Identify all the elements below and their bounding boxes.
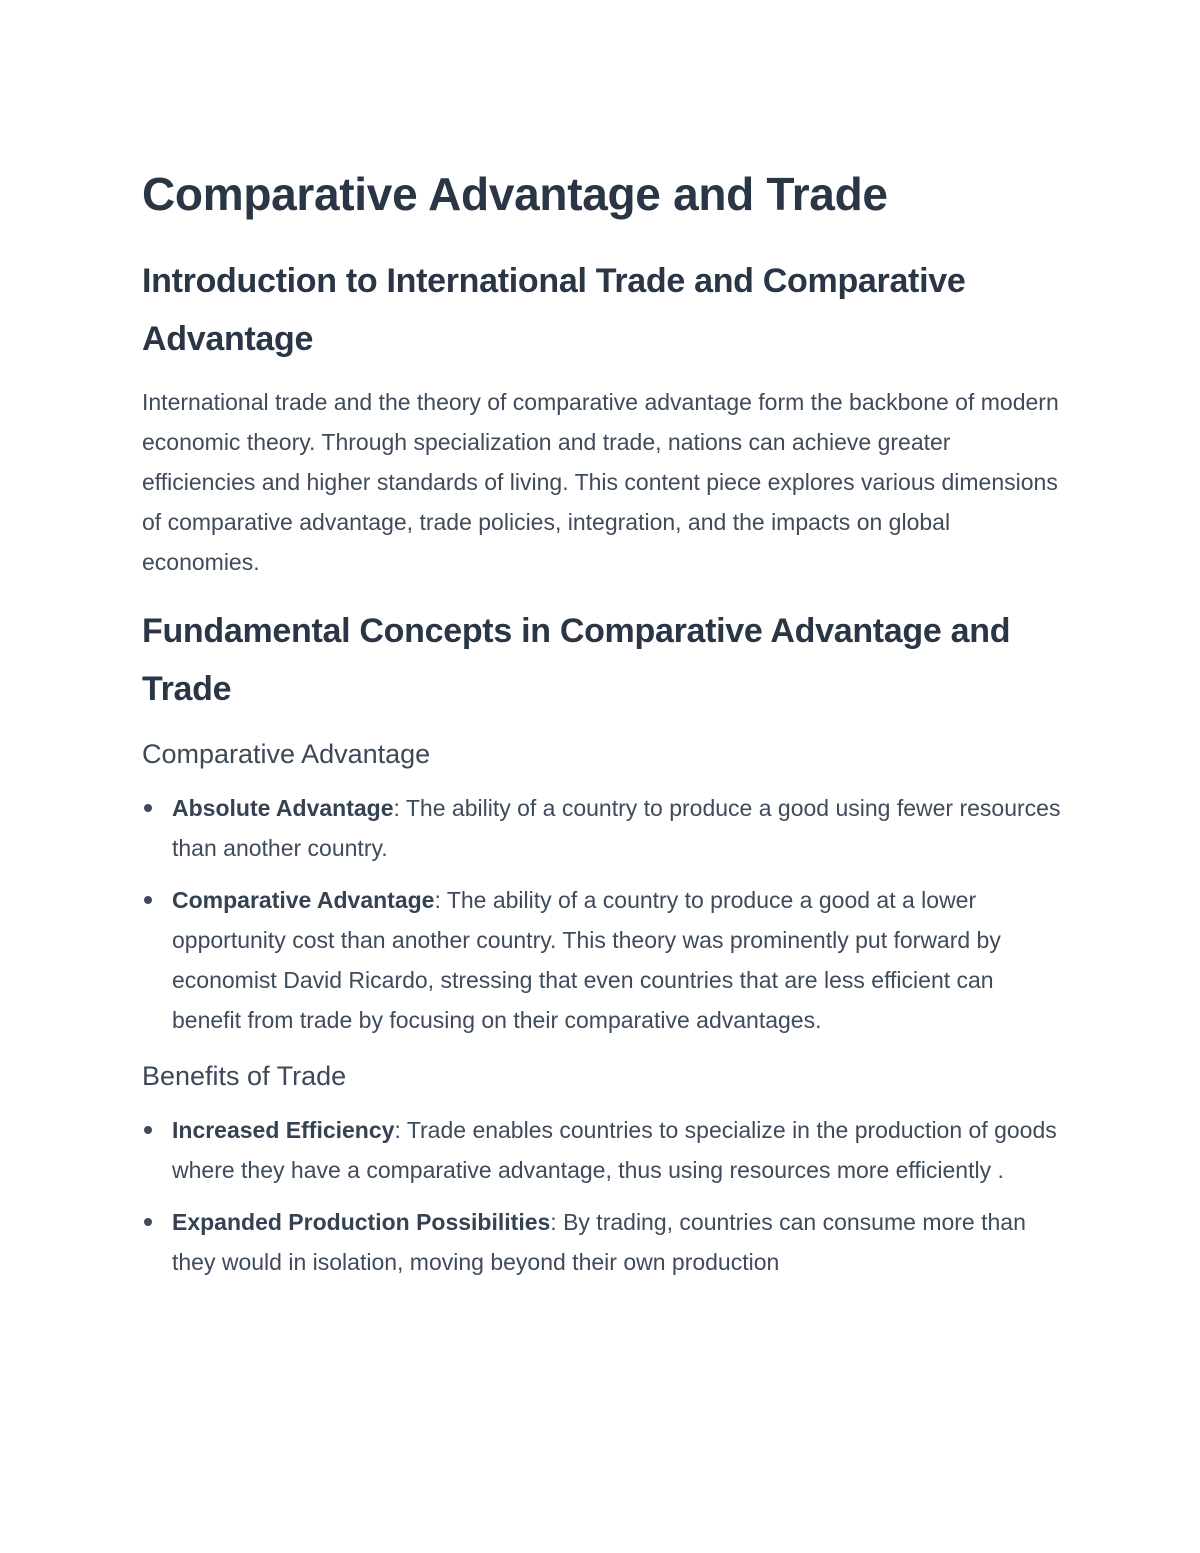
bullet-icon: [144, 1126, 152, 1134]
bullet-icon: [144, 896, 152, 904]
list-item-text: : Trade enables countries to specialize in the production of goods where they have a comparative advantage, thus using resources more efficiently .: [172, 1117, 1057, 1183]
section-heading-fundamentals: Fundamental Concepts in Comparative Advantage and Trade: [142, 612, 1011, 708]
list-item: [142, 1202, 1062, 1282]
subsection-heading-benefits: Benefits of Trade: [142, 1061, 347, 1091]
bullet-icon: [144, 1218, 152, 1226]
comparative-advantage-list: [142, 788, 1062, 1040]
intro-paragraph: International trade and the theory of comparative advantage form the backbone of modern economic theory. Through specialization and trade, nations can achieve greater efficiencies and higher standards of living. This content piece explores various dimensions of comparative advantage, trade policies, integration, and the impacts on global economies.: [142, 389, 1059, 575]
document-page: [142, 160, 1062, 1296]
list-item: [142, 1110, 1062, 1190]
list-item-term: Expanded Production Possibilities: [172, 1209, 551, 1235]
section-heading-intro: Introduction to International Trade and Comparative Advantage: [142, 262, 966, 358]
list-item-term: Absolute Advantage: [172, 795, 394, 821]
list-item-term: Increased Efficiency: [172, 1117, 395, 1143]
subsection-heading-comparative-advantage: Comparative Advantage: [142, 739, 431, 769]
list-item: [142, 880, 1062, 1040]
list-item-text: : By trading, countries can consume more than they would in isolation, moving beyond their own production: [172, 1209, 1026, 1275]
list-item-term: Comparative Advantage: [172, 887, 435, 913]
list-item-text: : The ability of a country to produce a good at a lower opportunity cost than another country. This theory was prominently put forward by economist David Ricardo, stressing that even countries that are less efficient can benefit from trade by focusing on their comparative advantages.: [172, 887, 1001, 1033]
list-item: [142, 788, 1062, 868]
bullet-icon: [144, 804, 152, 812]
list-item-text: : The ability of a country to produce a good using fewer resources than another country.: [172, 795, 1061, 861]
benefits-list: [142, 1110, 1062, 1282]
document-title: Comparative Advantage and Trade: [142, 168, 888, 220]
